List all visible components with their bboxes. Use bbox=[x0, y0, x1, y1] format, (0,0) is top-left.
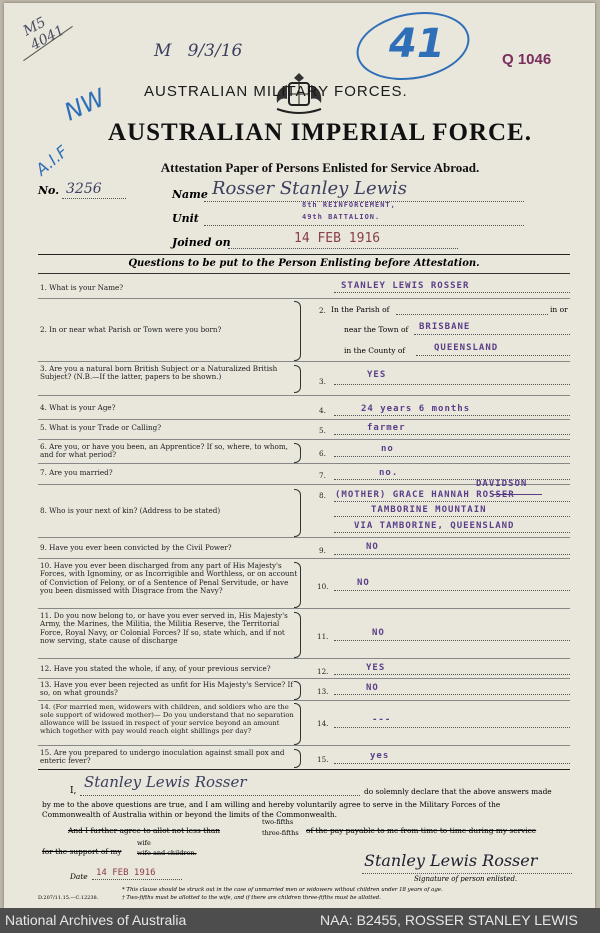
answer-5-number: 5. bbox=[319, 426, 326, 435]
declaration-text1: do solemnly declare that the above answers made bbox=[364, 787, 552, 796]
answer-12-number: 12. bbox=[317, 667, 329, 676]
archive-footer bbox=[0, 908, 600, 933]
declaration-fraction-bottom: three-fifths bbox=[262, 829, 299, 837]
answer-13-line bbox=[334, 694, 570, 695]
county-line bbox=[416, 355, 570, 356]
question-15-brace bbox=[294, 749, 301, 768]
row-3-rule bbox=[38, 395, 570, 396]
answer-5: farmer bbox=[367, 423, 406, 433]
joined-label: Joined on bbox=[172, 236, 231, 249]
reference-number: Q 1046 bbox=[502, 51, 552, 68]
joined-value: 14 FEB 1916 bbox=[294, 231, 381, 246]
question-10-brace bbox=[294, 562, 301, 608]
answer-8-rule-b bbox=[334, 516, 570, 517]
row-14-rule bbox=[38, 745, 570, 746]
declaration-i: I, bbox=[70, 786, 77, 796]
declaration-text5-wife: wife bbox=[137, 839, 151, 847]
answer-15-line bbox=[334, 763, 570, 764]
question-9: 9. Have you ever been convicted by the Civil Power? bbox=[40, 543, 232, 552]
answer-15-number: 15. bbox=[317, 755, 329, 764]
answer-9-number: 9. bbox=[319, 546, 326, 555]
row-9-rule bbox=[38, 558, 570, 559]
answer-1: STANLEY LEWIS ROSSER bbox=[341, 281, 470, 291]
row-4-rule bbox=[38, 419, 570, 420]
declaration-name-line bbox=[80, 795, 360, 796]
questions-bottom-rule bbox=[38, 769, 570, 770]
declaration-fraction-top: two-fifths bbox=[262, 818, 294, 826]
answer-7-line bbox=[334, 479, 570, 480]
answer-11: NO bbox=[372, 628, 385, 638]
question-10: 10. Have you ever been discharged from any part of His Majesty's Forces, with Ignominy, or as Incorrigible and Worthless, or on account of Conviction of Felony, or of a Sentence of Penal Servitude, or have you been dismissed with Disgrace from the Navy? bbox=[40, 561, 298, 596]
declaration-text5-b: wife and children. bbox=[137, 849, 197, 857]
answer-11-number: 11. bbox=[317, 632, 329, 641]
unit-line bbox=[204, 225, 524, 226]
declaration-signed-name: Stanley Lewis Rosser bbox=[84, 773, 247, 791]
answer-5-line bbox=[334, 434, 570, 435]
row-10-rule bbox=[38, 608, 570, 609]
answer-4: 24 years 6 months bbox=[361, 404, 471, 414]
declaration-text4-b-label: of the pay payable to me from time to time during my service bbox=[306, 826, 537, 835]
question-2-brace bbox=[294, 301, 301, 361]
answer-4-number: 4. bbox=[319, 406, 326, 415]
heading-rule-bottom bbox=[38, 273, 570, 274]
joined-line bbox=[228, 248, 458, 249]
question-8-brace bbox=[294, 489, 301, 537]
town-label: near the Town of bbox=[344, 325, 409, 334]
answer-14-line bbox=[334, 727, 570, 728]
declaration-text3: Commonwealth of Australia within or beyond the limits of the Commonwealth. bbox=[42, 810, 338, 819]
row-1-rule bbox=[38, 298, 570, 299]
parish-suffix: in or bbox=[550, 305, 568, 314]
blue-aif-note: A.I.F bbox=[32, 141, 72, 180]
answer-7: no. bbox=[379, 468, 399, 478]
form-title: AUSTRALIAN IMPERIAL FORCE. bbox=[108, 119, 532, 146]
question-3-brace bbox=[294, 365, 301, 393]
no-label: No. bbox=[38, 184, 60, 197]
answer-15: yes bbox=[370, 751, 390, 761]
question-11-brace bbox=[294, 612, 301, 658]
row-8-rule bbox=[38, 537, 570, 538]
question-3: 3. Are you a natural born British Subject or a Naturalized British Subject? (N.B.—If the latter, papers to be shown.) bbox=[40, 364, 278, 382]
row-11-rule bbox=[38, 658, 570, 659]
attestation-paper bbox=[4, 3, 595, 908]
answer-2-town: BRISBANE bbox=[419, 322, 471, 332]
footnote-1: * This clause should be struck out in the case of unmarried men or widowers without children under 18 years of age. bbox=[122, 887, 443, 893]
question-2: 2. In or near what Parish or Town were you born? bbox=[40, 325, 222, 334]
name-value: Rosser Stanley Lewis bbox=[212, 178, 408, 199]
signature-line bbox=[362, 873, 572, 874]
question-15: 15. Are you prepared to undergo inoculation against small pox and enteric fever? bbox=[40, 748, 285, 766]
no-value: 3256 bbox=[66, 181, 102, 197]
archive-reference: NAA: B2455, ROSSER STANLEY LEWIS bbox=[320, 912, 578, 928]
declaration-text4-b bbox=[306, 826, 536, 835]
answer-8-number: 8. bbox=[319, 491, 326, 500]
parish-label: In the Parish of bbox=[331, 305, 390, 314]
declaration-text4-a-label: And I further agree to allot not less than bbox=[68, 826, 220, 835]
heading-rule-top bbox=[38, 254, 570, 255]
declaration-text2: by me to the above questions are true, and I am willing and hereby voluntarily agree to serve in the Military Forces of the bbox=[42, 800, 501, 809]
answer-3-number: 3. bbox=[319, 377, 326, 386]
military-forces-heading: AUSTRALIAN MILITARY FORCES. bbox=[144, 83, 408, 100]
answer-12: YES bbox=[366, 663, 386, 673]
answer-8-line1: (MOTHER) GRACE HANNAH ROSSER bbox=[335, 490, 515, 500]
row-6-rule bbox=[38, 463, 570, 464]
answer-14-number: 14. bbox=[317, 719, 329, 728]
answer-6-line bbox=[334, 456, 570, 457]
row-2-rule bbox=[38, 361, 570, 362]
answer-8-rule-a bbox=[334, 501, 570, 502]
question-5: 5. What is your Trade or Calling? bbox=[40, 423, 162, 432]
answer-7-number: 7. bbox=[319, 471, 326, 480]
answer-6-number: 6. bbox=[319, 449, 326, 458]
circled-number-note: 41 bbox=[389, 21, 445, 67]
answer-6: no bbox=[381, 444, 394, 454]
no-line bbox=[62, 198, 126, 199]
answer-11-line bbox=[334, 640, 570, 641]
answer-10-number: 10. bbox=[317, 582, 329, 591]
answer-3-line bbox=[334, 384, 570, 385]
name-label: Name bbox=[172, 188, 208, 201]
answer-8-correction: DAVIDSON bbox=[476, 479, 528, 489]
question-1: 1. What is your Name? bbox=[40, 283, 124, 292]
date-value: 14 FEB 1916 bbox=[96, 868, 156, 878]
question-6-brace bbox=[294, 443, 301, 463]
answer-1-line bbox=[334, 292, 570, 293]
answer-2-number: 2. bbox=[319, 306, 326, 315]
enlistee-signature: Stanley Lewis Rosser bbox=[364, 851, 538, 870]
declaration-text5-a: for the support of my bbox=[42, 847, 122, 856]
declaration-text4-a bbox=[68, 826, 220, 835]
answer-14: --- bbox=[372, 715, 392, 725]
row-13-rule bbox=[38, 700, 570, 701]
ms-number-note: M5 4041 bbox=[20, 14, 68, 54]
form-subtitle: Attestation Paper of Persons Enlisted for Service Abroad. bbox=[160, 160, 480, 175]
answer-4-line bbox=[334, 415, 570, 416]
answer-8-rule-c bbox=[334, 532, 570, 533]
answer-10: NO bbox=[357, 578, 370, 588]
answer-9-line bbox=[334, 554, 570, 555]
question-6: 6. Are you, or have you been, an Apprentice? If so, where, to whom, and for what period? bbox=[40, 442, 288, 460]
archive-name: National Archives of Australia bbox=[5, 912, 187, 928]
question-11: 11. Do you now belong to, or have you ever served in, His Majesty's Army, the Marines, the Militia, the Militia Reserve, the Territorial Force, Royal Navy, or Colonial Forces? If so, state which, and if not now serving, state cause of discharge bbox=[40, 611, 288, 646]
question-13: 13. Have you ever been rejected as unfit for His Majesty's Service? If so, on what grounds? bbox=[40, 680, 294, 698]
question-14-brace bbox=[294, 703, 301, 745]
answer-3: YES bbox=[367, 370, 387, 380]
answer-13: NO bbox=[366, 683, 379, 693]
town-line bbox=[414, 334, 570, 335]
answer-12-line bbox=[334, 674, 570, 675]
top-initials-note: M 9/3/16 bbox=[154, 41, 243, 61]
footnote-2: † Two-fifths must be allotted to the wife, and if there are children three-fifths must be allotted. bbox=[122, 895, 381, 901]
question-8: 8. Who is your next of kin? (Address to be stated) bbox=[40, 506, 221, 515]
answer-13-number: 13. bbox=[317, 687, 329, 696]
answer-9: NO bbox=[366, 542, 379, 552]
blue-initials-note: NW bbox=[60, 83, 110, 127]
date-label: Date bbox=[70, 872, 88, 881]
unit-line2: 49th BATTALION. bbox=[302, 213, 381, 221]
question-4: 4. What is your Age? bbox=[40, 403, 116, 412]
unit-line1: 8th REINFORCEMENT, bbox=[302, 201, 396, 209]
question-12: 12. Have you stated the whole, if any, of your previous service? bbox=[40, 664, 271, 673]
print-code: D.207/11.15.—C.12238. bbox=[38, 895, 99, 901]
question-13-brace bbox=[294, 681, 301, 700]
row-5-rule bbox=[38, 439, 570, 440]
signature-caption: Signature of person enlisted. bbox=[414, 875, 518, 883]
answer-8-line3: VIA TAMBORINE, QUEENSLAND bbox=[354, 521, 515, 531]
answer-2-county: QUEENSLAND bbox=[434, 343, 499, 353]
strikethrough-surname bbox=[492, 494, 542, 495]
county-label: in the County of bbox=[344, 346, 406, 355]
answer-10-line bbox=[334, 590, 570, 591]
question-14: 14. (For married men, widowers with children, and soldiers who are the sole support of widowed mother)— Do you understand that no separation allowance will be issued in respect of your service beyond an amount which together with pay would reach eight shillings per day? bbox=[40, 703, 294, 735]
date-line bbox=[92, 879, 182, 880]
question-7: 7. Are you married? bbox=[40, 468, 113, 477]
questions-heading: Questions to be put to the Person Enlisting before Attestation. bbox=[128, 258, 480, 269]
unit-label: Unit bbox=[172, 212, 199, 225]
answer-8-line2: TAMBORINE MOUNTAIN bbox=[371, 505, 487, 515]
parish-line bbox=[396, 314, 548, 315]
row-12-rule bbox=[38, 678, 570, 679]
